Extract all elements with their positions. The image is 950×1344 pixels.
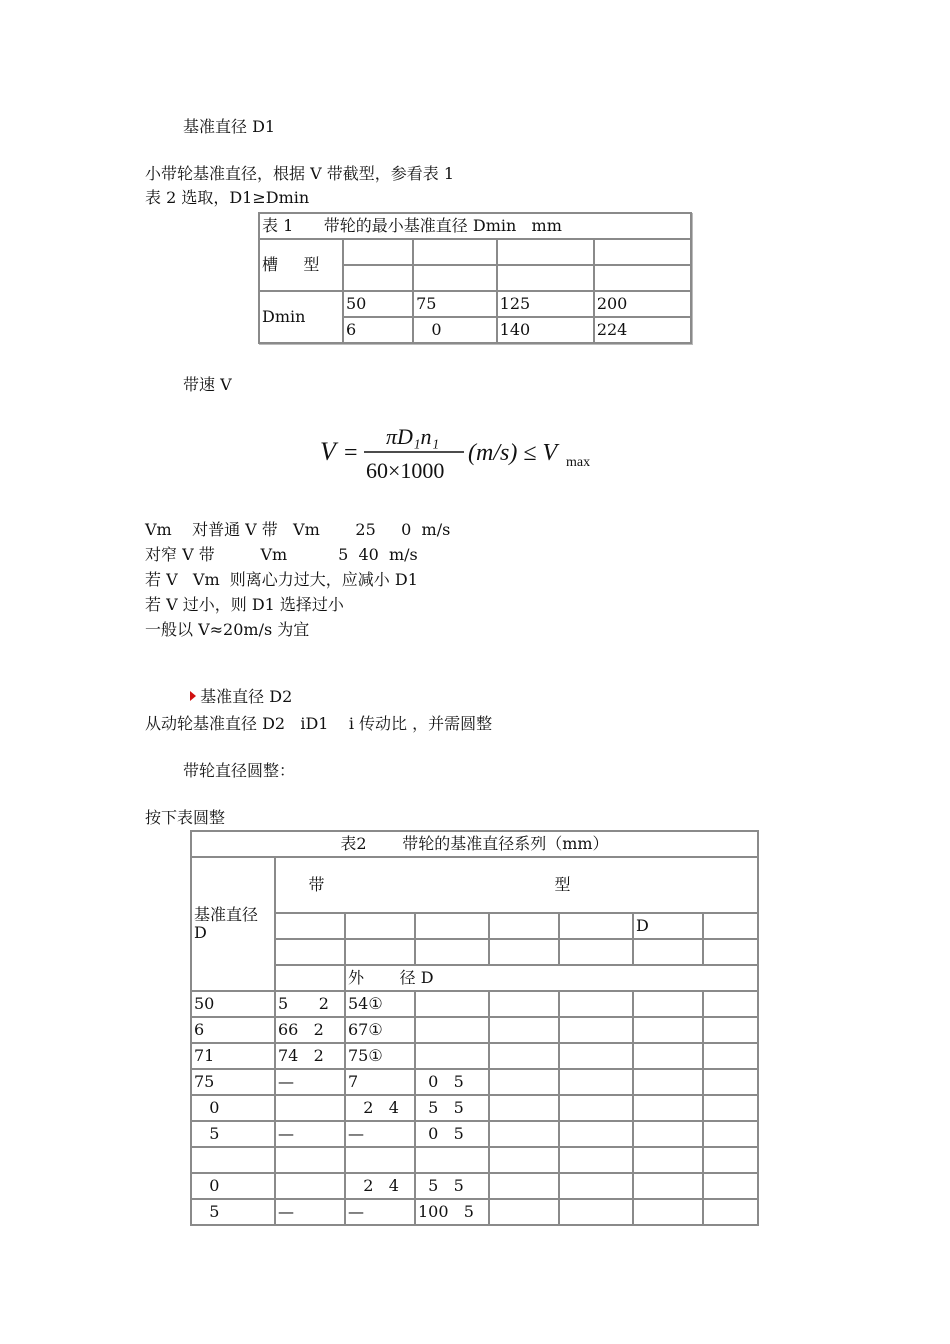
table-cell: 75	[191, 1069, 275, 1095]
table-diameter-series	[190, 830, 759, 1226]
table1-groove-label: 槽 型	[259, 239, 343, 291]
formula-sub: max	[566, 455, 591, 470]
heading-round: 带轮直径圆整：	[183, 761, 296, 780]
table2-caption: 表2 带轮的基准直径系列（mm）	[191, 831, 758, 857]
table-cell	[559, 1043, 633, 1069]
table-cell: 5 5	[415, 1095, 489, 1121]
table-cell	[191, 1147, 275, 1173]
table-cell	[703, 1199, 758, 1225]
table-cell	[633, 1121, 703, 1147]
table-cell	[703, 1121, 758, 1147]
table-cell	[413, 239, 497, 265]
table-row	[191, 1199, 758, 1225]
table-cell	[559, 1095, 633, 1121]
table-cell	[413, 265, 497, 291]
table-cell: 6	[343, 317, 413, 343]
table-cell	[275, 1173, 345, 1199]
para-round: 按下表圆整	[145, 808, 226, 827]
table-cell	[415, 1147, 489, 1173]
table-cell	[489, 1095, 559, 1121]
formula-denominator: 60×1000	[366, 458, 445, 483]
table2-col-d: D	[633, 913, 703, 939]
formula-equals: =	[344, 440, 358, 466]
table-cell	[343, 265, 413, 291]
table-cell	[415, 1017, 489, 1043]
table-cell	[275, 1095, 345, 1121]
table-cell: 125	[497, 291, 594, 317]
table-cell: 0 5	[415, 1069, 489, 1095]
table-cell	[275, 1147, 345, 1173]
table-cell	[703, 1069, 758, 1095]
table-cell	[559, 1199, 633, 1225]
table-cell	[633, 1173, 703, 1199]
table-cell	[489, 1121, 559, 1147]
table-cell: 5	[191, 1121, 275, 1147]
table-cell	[559, 1121, 633, 1147]
bullet-marker-icon	[190, 691, 196, 701]
table-cell	[559, 913, 633, 939]
table-cell	[703, 1147, 758, 1173]
table-cell: 140	[497, 317, 594, 343]
table-cell: 67①	[345, 1017, 415, 1043]
table2-outer-label: 外 径 D	[345, 965, 758, 991]
table-cell: 74 2	[275, 1043, 345, 1069]
table-cell: 75①	[345, 1043, 415, 1069]
table-cell	[633, 991, 703, 1017]
table-cell	[275, 965, 345, 991]
table-cell	[559, 1017, 633, 1043]
table-cell: —	[275, 1121, 345, 1147]
formula-rhs: (m/s) ≤ V	[468, 440, 558, 466]
table-cell	[415, 1043, 489, 1069]
table-cell: 200	[594, 291, 691, 317]
table2-type-label: 型	[554, 875, 571, 894]
table-row	[191, 991, 758, 1017]
table-cell	[633, 939, 703, 965]
table-cell	[633, 1095, 703, 1121]
table-cell	[489, 991, 559, 1017]
table-row	[191, 1017, 758, 1043]
table-cell: 5	[191, 1199, 275, 1225]
table-cell: —	[345, 1199, 415, 1225]
speed-formula	[318, 418, 618, 488]
table-cell	[497, 265, 594, 291]
table-cell	[489, 913, 559, 939]
heading-speed: 带速 V	[183, 375, 232, 394]
formula-numerator: πD₁n₁	[386, 424, 440, 449]
table-cell	[703, 991, 758, 1017]
table2-band-header	[275, 857, 758, 913]
table-cell: 0	[413, 317, 497, 343]
table-cell: 100 5	[415, 1199, 489, 1225]
table2-row-label: 基准直径 D	[191, 857, 275, 991]
table-cell	[559, 1173, 633, 1199]
table-cell: 54①	[345, 991, 415, 1017]
table-cell	[594, 265, 691, 291]
speed-line-1: Vm 对普通 V 带 Vm 25 0 m/s	[145, 520, 451, 539]
table-cell: 224	[594, 317, 691, 343]
table-row	[191, 1095, 758, 1121]
table-cell	[489, 1147, 559, 1173]
table-cell	[633, 1043, 703, 1069]
table-cell: —	[275, 1069, 345, 1095]
speed-line-2: 对窄 V 带 Vm 5 40 m/s	[145, 545, 418, 564]
table-cell	[633, 1069, 703, 1095]
table-cell	[489, 1069, 559, 1095]
table-cell	[594, 239, 691, 265]
table-cell	[559, 991, 633, 1017]
table-cell: 7	[345, 1069, 415, 1095]
table-cell: —	[275, 1199, 345, 1225]
table-cell	[633, 1147, 703, 1173]
table-cell: 66 2	[275, 1017, 345, 1043]
heading-d2-text: 基准直径 D2	[200, 687, 293, 706]
table-cell	[633, 1199, 703, 1225]
table-cell	[489, 939, 559, 965]
table-cell: 71	[191, 1043, 275, 1069]
speed-line-3: 若 V Vm 则离心力过大，应减小 D1	[145, 570, 418, 589]
table-cell	[703, 1017, 758, 1043]
table-cell	[489, 1017, 559, 1043]
table-cell	[345, 1147, 415, 1173]
table-cell	[703, 939, 758, 965]
table-cell: 50	[343, 291, 413, 317]
speed-line-5: 一般以 V≈20m/s 为宜	[145, 620, 310, 639]
table-row	[191, 1121, 758, 1147]
table-cell: —	[345, 1121, 415, 1147]
table-cell	[703, 1095, 758, 1121]
table-cell	[703, 1173, 758, 1199]
table-cell	[415, 913, 489, 939]
table-cell	[345, 939, 415, 965]
table-cell	[703, 913, 758, 939]
para1-line2: 表 2 选取，D1≥Dmin	[145, 188, 310, 207]
table-row	[191, 1147, 758, 1173]
table-min-diameter	[258, 212, 692, 344]
table-cell: 0 5	[415, 1121, 489, 1147]
table-cell	[489, 1043, 559, 1069]
table-row	[191, 1043, 758, 1069]
table-cell	[415, 991, 489, 1017]
table-cell	[275, 913, 345, 939]
table-cell	[489, 1199, 559, 1225]
table-cell	[415, 939, 489, 965]
table-cell: 2 4	[345, 1173, 415, 1199]
table-row	[191, 1069, 758, 1095]
table2-band-label: 带	[308, 875, 325, 894]
table-cell: 0	[191, 1095, 275, 1121]
heading-d1: 基准直径 D1	[183, 117, 276, 136]
table-cell	[559, 1147, 633, 1173]
table-cell: 0	[191, 1173, 275, 1199]
table-cell: 2 4	[345, 1095, 415, 1121]
para1-line1: 小带轮基准直径，根据 V 带截型，参看表 1	[145, 164, 454, 183]
table-cell: 5 2	[275, 991, 345, 1017]
table-cell	[489, 1173, 559, 1199]
heading-d2	[180, 667, 292, 707]
speed-line-4: 若 V 过小，则 D1 选择过小	[145, 595, 344, 614]
para-d2: 从动轮基准直径 D2 iD1 i 传动比 ，并需圆整	[145, 714, 493, 733]
table-cell	[345, 913, 415, 939]
table-cell	[633, 1017, 703, 1043]
formula-lhs: V	[320, 437, 336, 466]
table-cell	[559, 1069, 633, 1095]
table-cell	[275, 939, 345, 965]
table-cell: 75	[413, 291, 497, 317]
table-cell: 5 5	[415, 1173, 489, 1199]
table-cell: 6	[191, 1017, 275, 1043]
table-cell: 50	[191, 991, 275, 1017]
table-cell	[497, 239, 594, 265]
table1-dmin-label: Dmin	[259, 291, 343, 343]
table-cell	[559, 939, 633, 965]
table1-caption: 表 1 带轮的最小基准直径 Dmin mm	[259, 213, 691, 239]
table-row	[191, 1173, 758, 1199]
table-cell	[703, 1043, 758, 1069]
table-cell	[343, 239, 413, 265]
